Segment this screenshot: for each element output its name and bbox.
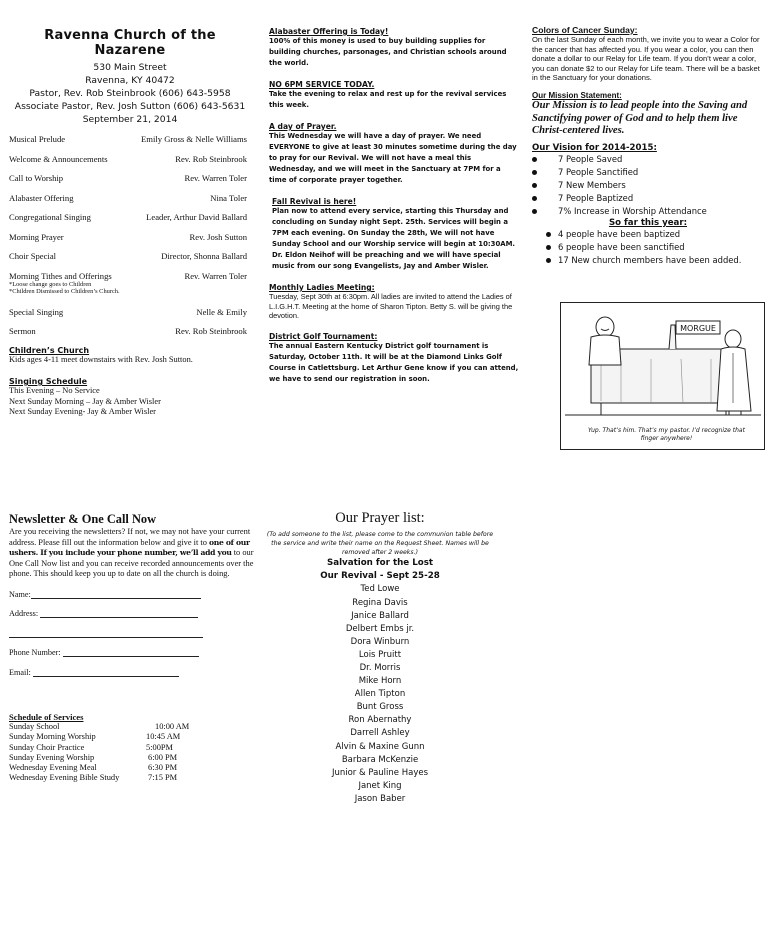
prayer-list-note: (To add someone to the list, please come to the communion table before the service and write their name on the Request Sheet. Names will be removed after 2 weeks.) <box>266 531 494 556</box>
service-item-leader: Nelle & Emily <box>196 306 247 317</box>
childrens-church-heading: Children’s Church <box>9 345 90 355</box>
service-item-name: Special Singing <box>9 306 64 317</box>
cartoon-caption: Yup. That’s him. That’s my pastor. I’d recognize that finger anywhere! <box>588 427 745 442</box>
address-field-label: Address: <box>9 609 39 618</box>
revival-heading: Fall Revival is here! <box>272 197 357 206</box>
morgue-sign-text: MORGUE <box>680 324 716 333</box>
ladies-meeting-text: Tuesday, Sept 30th at 6:30pm. All ladies are invited to attend the Ladies of L.I.G.H.T. Meeting at the home of Sharon Tipton. Betty S. will be giving the devotion. <box>269 292 513 320</box>
bullet-icon <box>546 245 551 250</box>
email-field-label: Email: <box>9 667 31 677</box>
schedule-row <box>9 753 254 763</box>
service-item <box>9 232 251 252</box>
vision-item-text: 7 People Baptized <box>558 192 634 203</box>
vision-item <box>532 166 764 179</box>
prayer-name: Ron Abernathy <box>348 715 412 726</box>
bulletin-date: September 21, 2014 <box>82 114 178 125</box>
service-item-name: Sermon <box>9 326 36 336</box>
order-of-service <box>9 134 251 346</box>
prayer-name: Alvin & Maxine Gunn <box>335 741 425 752</box>
bullet-icon <box>532 157 537 162</box>
phone-field[interactable] <box>9 648 254 668</box>
singing-schedule-line: Next Sunday Evening- Jay & Amber Wisler <box>9 407 156 416</box>
schedule-time: 5:00PM <box>146 742 173 752</box>
service-item-leader: Rev. Warren Toler <box>184 173 247 183</box>
golf-heading: District Golf Tournament: <box>269 331 378 341</box>
schedule-of-services <box>9 712 254 784</box>
alabaster-section <box>269 27 519 69</box>
vision-item <box>532 205 764 218</box>
associate-pastor-line: Associate Pastor, Rev. Josh Sutton (606) 643-5631 <box>14 101 246 112</box>
childrens-church-section <box>9 346 251 366</box>
prayer-name: Ted Lowe <box>360 584 400 595</box>
address-field-line[interactable] <box>40 609 198 618</box>
singing-schedule-section <box>9 377 251 418</box>
alabaster-text: 100% of this money is used to buy building supplies for building churches, parsonages, and Christian schools around the world. <box>269 37 507 67</box>
mission-text: Our Mission is to lead people into the Saving and Sanctifying power of God and to help them live Christ-centered lives. <box>532 99 748 137</box>
service-item-leader: Rev. Josh Sutton <box>189 231 247 242</box>
vision-item-text: 7% Increase in Worship Attendance <box>558 205 707 216</box>
so-far-item-text: 4 people have been baptized <box>558 228 681 239</box>
church-address: 530 Main Street <box>93 62 167 73</box>
prayer-name: Delbert Embs jr. <box>345 623 415 634</box>
so-far-item <box>532 254 764 267</box>
golf-text: The annual Eastern Kentucky District golf tournament is Saturday, October 11th. It will be at the Diamond Links Golf Course in Catlettsburg. Let Arthur Gene know if you can attend, we have to send our registration in soon. <box>269 341 519 383</box>
service-item-name: Morning Prayer <box>9 231 64 242</box>
address-field[interactable] <box>9 609 254 629</box>
schedule-row <box>9 743 254 753</box>
cancer-sunday-text: On the last Sunday of each month, we invite you to wear a Color for the cancer that has affected you. If you wear a color, you can then donate a dollar to our Relay for Life team. If you don’t wear a color, you can donate $2 to our Relay for Life team. There will be a basket in the Sanctuary for your donations. <box>532 35 760 83</box>
no-service-section <box>269 80 519 111</box>
schedule-row <box>9 722 254 732</box>
bulletin-right-column <box>532 25 764 267</box>
service-item-leader: Leader, Arthur David Ballard <box>146 212 247 222</box>
bullet-icon <box>546 258 551 263</box>
service-item-leader: Rev. Rob Steinbrook <box>175 326 247 336</box>
tithes-note: *Children Dismissed to Children’s Church. <box>9 288 120 295</box>
name-field[interactable] <box>9 590 254 610</box>
service-item-name: Congregational Singing <box>9 212 91 222</box>
prayer-name: Junior & Pauline Hayes <box>331 767 429 778</box>
service-item-name: Alabaster Offering <box>9 192 74 203</box>
vision-list <box>532 153 764 218</box>
bullet-icon <box>532 196 537 201</box>
revival-text: Plan now to attend every service, starting this Thursday and concluding on Sunday night Sept. 25th. Services will begin a 7PM each evening. On Sunday the 28th, We will not have Sunday School and our Worship service will begin at 10:30AM. Dr. Eldon Neihof will be preaching and we will have special music from our song Evangelists, Jay and Amber Wisler. <box>272 207 516 270</box>
bulletin-middle-column <box>269 27 519 396</box>
singing-schedule-line: Next Sunday Morning – Jay & Amber Wisler <box>9 396 161 406</box>
prayer-name: Dr. Morris <box>359 662 401 673</box>
service-item <box>9 193 251 213</box>
newsletter-intro-bold: one of our ushers. If you include your phone number, we’ll add you <box>9 537 250 557</box>
service-item <box>9 173 251 193</box>
so-far-item <box>532 241 764 254</box>
vision-item <box>532 153 764 166</box>
mission-heading: Our Mission Statement: <box>532 90 622 100</box>
church-header <box>9 28 251 126</box>
prayer-name: Janice Ballard <box>351 610 409 621</box>
newsletter-intro <box>9 527 254 580</box>
mission-section <box>532 91 764 138</box>
schedule-time: 6:30 PM <box>148 763 178 773</box>
schedule-time: 6:00 PM <box>148 752 178 762</box>
no-service-text: Take the evening to relax and rest up for the revival services this week. <box>269 90 507 109</box>
alabaster-heading: Alabaster Offering is Today! <box>269 27 389 36</box>
ladies-meeting-section <box>269 283 519 321</box>
vision-item-text: 7 New Members <box>558 179 626 190</box>
service-item-name: Call to Worship <box>9 173 64 183</box>
prayer-day-section <box>269 122 519 186</box>
prayer-list-title: Our Prayer list: <box>335 510 425 526</box>
revival-section <box>269 197 519 272</box>
schedule-row <box>9 773 254 783</box>
prayer-name: Dora Winburn <box>350 636 410 647</box>
singing-schedule-line: This Evening – No Service <box>9 386 100 395</box>
pastor-line: Pastor, Rev. Rob Steinbrook (606) 643-5958 <box>29 88 231 99</box>
prayer-name: Allen Tipton <box>354 689 406 700</box>
service-item-leader: Rev. Warren Toler <box>184 270 247 281</box>
church-name: Ravenna Church of the Nazarene <box>44 28 216 58</box>
service-item <box>9 134 251 154</box>
schedule-row <box>9 732 254 742</box>
prayer-name: Jason Baber <box>354 793 406 804</box>
service-item-name: Choir Special <box>9 251 57 261</box>
service-item-name: Welcome & Announcements <box>9 153 108 164</box>
schedule-label: Sunday Evening Worship <box>9 752 95 762</box>
bullet-icon <box>532 183 537 188</box>
schedule-time: 10:00 AM <box>155 722 190 731</box>
newsletter-intro-text: Are you receiving the newsletters? If not, we may not have your current address. Please fill out the information below and give it to <box>9 527 251 547</box>
service-item-leader: Nina Toler <box>210 192 247 203</box>
prayer-name: Darrell Ashley <box>350 728 410 739</box>
prayer-name: Regina Davis <box>352 597 408 608</box>
schedule-label: Sunday School <box>9 722 60 731</box>
church-city: Ravenna, KY 40472 <box>85 75 175 86</box>
service-item <box>9 212 251 232</box>
vision-heading: Our Vision for 2014-2015: <box>532 142 657 153</box>
bullet-icon <box>532 170 537 175</box>
service-item-name: Musical Prelude <box>9 134 66 144</box>
newsletter-title: Newsletter & One Call Now <box>9 512 157 526</box>
so-far-section <box>532 218 764 267</box>
name-field-label: Name: <box>9 589 31 599</box>
cancer-sunday-heading: Colors of Cancer Sunday: <box>532 25 638 35</box>
service-item <box>9 251 251 271</box>
tithes-note: *Loose change goes to Children <box>9 280 92 288</box>
so-far-item-text: 6 people have been sanctified <box>558 241 685 252</box>
vision-item <box>532 192 764 205</box>
address-field-continued[interactable] <box>9 629 254 649</box>
prayer-name: Janet King <box>358 780 402 791</box>
service-item-leader: Rev. Rob Steinbrook <box>175 153 247 164</box>
newsletter-section <box>9 512 254 784</box>
prayer-name: Bunt Gross <box>356 702 404 713</box>
service-item <box>9 271 251 307</box>
prayer-day-text: This Wednesday we will have a day of prayer. We need EVERYONE to give at least 30 minutes sometime during the day to pray for our Revival. We will not have a meal this Wednesday, and we will meet in the Sanctuary at 7PM for a time of corporate prayer together. <box>269 132 517 184</box>
prayer-name: Mike Horn <box>358 676 402 687</box>
schedule-time: 7:15 PM <box>148 773 178 783</box>
address-field-line-2[interactable] <box>9 629 203 638</box>
so-far-list <box>532 228 764 267</box>
ladies-meeting-heading: Monthly Ladies Meeting: <box>269 283 375 292</box>
prayer-day-heading: A day of Prayer. <box>269 122 337 131</box>
bullet-icon <box>546 232 551 237</box>
newsletter-intro-text: to our One Call Now list and you can receive recorded announcements over the phone. This should keep you up to date on all the church is doing. <box>9 548 254 578</box>
prayer-name: Barbara McKenzie <box>341 754 419 765</box>
vision-item-text: 7 People Sanctified <box>558 166 639 177</box>
schedule-label: Wednesday Evening Bible Study <box>9 773 120 783</box>
bulletin-left-column <box>9 28 251 418</box>
so-far-item <box>532 228 764 241</box>
email-field-line[interactable] <box>33 668 179 677</box>
email-field[interactable] <box>9 668 254 688</box>
prayer-list-heading: Salvation for the Lost <box>326 558 434 568</box>
service-item-leader: Emily Gross & Nelle Williams <box>141 134 247 144</box>
cancer-sunday-section <box>532 25 764 83</box>
morgue-cartoon <box>560 302 765 450</box>
schedule-heading: Schedule of Services <box>9 712 84 722</box>
prayer-name: Lois Pruitt <box>358 649 402 660</box>
service-item-leader: Director, Shonna Ballard <box>161 251 247 261</box>
golf-section <box>269 332 519 385</box>
schedule-time: 10:45 AM <box>146 732 181 742</box>
so-far-heading: So far this year: <box>608 217 688 228</box>
prayer-list-section <box>255 510 505 806</box>
vision-section <box>532 143 764 218</box>
so-far-item-text: 17 New church members have been added. <box>558 254 742 265</box>
singing-schedule-heading: Singing Schedule <box>9 377 88 386</box>
phone-field-label: Phone Number: <box>9 648 61 657</box>
service-item <box>9 326 251 346</box>
schedule-label: Sunday Choir Practice <box>9 742 85 752</box>
schedule-label: Wednesday Evening Meal <box>9 763 97 773</box>
schedule-row <box>9 763 254 773</box>
schedule-label: Sunday Morning Worship <box>9 732 96 742</box>
name-field-line[interactable] <box>31 590 201 599</box>
vision-item <box>532 179 764 192</box>
service-item <box>9 307 251 327</box>
vision-item-text: 7 People Saved <box>558 153 623 164</box>
prayer-list-heading: Our Revival - Sept 25-28 <box>320 571 440 582</box>
no-service-heading: NO 6PM SERVICE TODAY. <box>269 80 375 89</box>
service-item <box>9 154 251 174</box>
childrens-church-text: Kids ages 4-11 meet downstairs with Rev. Josh Sutton. <box>9 354 193 364</box>
bullet-icon <box>532 209 537 214</box>
phone-field-line[interactable] <box>63 648 199 657</box>
cartoon-illustration <box>561 303 764 423</box>
service-item-name: Morning Tithes and Offerings <box>9 270 112 281</box>
